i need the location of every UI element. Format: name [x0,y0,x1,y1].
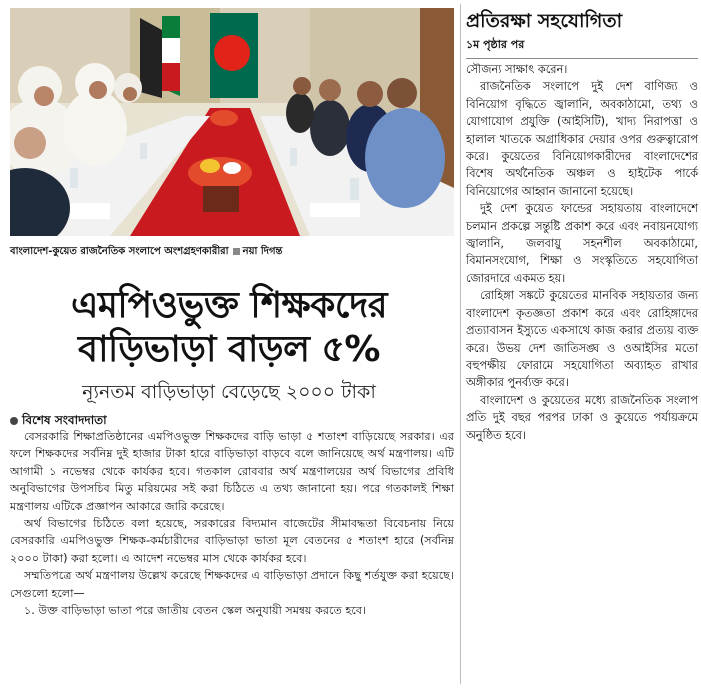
side-paragraph: দুই দেশ কুয়েত ফান্ডের সহায়তায় বাংলাদেশে চলমান প্রকল্পে সন্তুষ্টি প্রকাশ করে এবং নবায়নযোগ্য জ্বালানি, জলবায়ু সহনশীল অবকাঠামো, বিমানসংযোগ, শিক্ষা ও সংস্কৃতিতে সহযোগিতা জোরদারে একমত হয়। [466,202,698,285]
side-article-body [466,61,698,444]
side-paragraph: সৌজন্য সাক্ষাৎ করেন। [466,63,568,76]
article-paragraph: সম্মতিপত্রে অর্থ মন্ত্রণালয় উল্লেখ করেছে শিক্ষকদের এ বাড়িভাড়া প্রদানে কিছু শর্তযুক্ত করা হয়েছে। সেগুলো হলো— [10,569,454,600]
news-photo [10,8,454,236]
article-headline [0,284,458,372]
article-paragraph: বেসরকারি শিক্ষাপ্রতিষ্ঠানের এমপিওভুক্ত শিক্ষকদের বাড়ি ভাড়া ৫ শতাংশ বাড়িয়েছে সরকার। এর ফলে শিক্ষকদের সর্বনিম্ন দুই হাজার টাকা হারে বাড়িভাড়া বাড়বে বলে জানিয়েছে অর্থ মন্ত্রণালয়। এটি আগামী ১ নভেম্বর থেকে কার্যকর হবে। গতকাল রোববার অর্থ মন্ত্রণালয়ের অর্থ বিভাগের প্রবিধি অনুবিভাগের উপসচিব মিতু মরিয়মের সই করা চিঠিতে এ তথ্য জানানো হয়। পরে গতকালই শিক্ষা মন্ত্রণালয় এটিকে প্রজ্ঞাপন আকারে জারি করেছে। [10,430,454,513]
byline-text: বিশেষ সংবাদদাতা [22,413,107,427]
column-divider [460,4,461,684]
article-body [10,428,454,619]
caption-credit: নয়া দিগন্ত [242,246,283,257]
article-paragraph: অর্থ বিভাগের চিঠিতে বলা হয়েছে, সরকারের বিদ্যমান বাজেটের সীমাবদ্ধতা বিবেচনায় নিয়ে বেসরকারি এমপিওভুক্ত শিক্ষক-কর্মচারীদের বাড়িভাড়া ভাতা মূল বেতনের ৫ শতাংশ হারে (সর্বনিম্ন ২০০০ টাকা) করা হলো। এ আদেশ নভেম্বর মাস থেকে কার্যকর হবে। [10,517,454,565]
photo-caption [10,244,454,261]
article-subheadline: ন্যূনতম বাড়িভাড়া বেড়েছে ২০০০ টাকা [82,381,376,403]
side-paragraph: বাংলাদেশ ও কুয়েতের মধ্যে রাজনৈতিক সংলাপ প্রতি দুই বছর পরপর ঢাকা ও কুয়েতে পর্যায়ক্রমে অনুষ্ঠিত হবে। [466,393,698,442]
side-article-column [466,0,698,689]
side-article-title: প্রতিরক্ষা সহযোগিতা [466,10,623,32]
side-paragraph: রোহিঙ্গা সঙ্কটে কুয়েতের মানবিক সহায়তার জন্য বাংলাদেশ কৃতজ্ঞতা প্রকাশ করে এবং রোহিঙ্গাদের প্রত্যাবাসন ইস্যুতে একসাথে কাজ করার প্রত্যয় ব্যক্ত করে। উভয় দেশ জাতিসঙ্ঘ ও ওআইসির মতো বহুপক্ষীয় ফোরামে সহযোগিতা অব্যাহত রাখার অঙ্গীকার পুনর্ব্যক্ত করে। [466,289,698,390]
caption-text: বাংলাদেশ-কুয়েত রাজনৈতিক সংলাপে অংশগ্রহণকারীরা [10,246,229,257]
side-paragraph: রাজনৈতিক সংলাপে দুই দেশ বাণিজ্য ও বিনিয়োগ বৃদ্ধিতে জ্বালানি, অবকাঠামো, তথ্য ও যোগাযোগ প্রযুক্তি (আইসিটি), খাদ্য নিরাপত্তা ও হালাল খাতকে অগ্রাধিকার দেয়ার ওপর গুরুত্বারোপ করে। কুয়েতের বিনিয়োগকারীদের বাংলাদেশের বিশেষ অর্থনৈতিক অঞ্চল ও হাইটেক পার্কে বিনিয়োগের আহ্বান জানানো হয়েছে। [466,80,698,198]
caption-separator-icon [233,248,240,255]
title-rule [466,58,698,59]
headline-line-2: বাড়িভাড়া বাড়ল ৫% [78,329,380,370]
headline-line-1: এমপিওভুক্ত শিক্ষকদের [70,285,388,326]
bullet-icon [10,417,18,425]
continued-from-label: ১ম পৃষ্ঠার পর [466,38,525,51]
article-paragraph: ১. উক্ত বাড়িভাড়া ভাতা পরে জাতীয় বেতন স্কেল অনুযায়ী সমন্বয় করতে হবে। [24,604,367,618]
